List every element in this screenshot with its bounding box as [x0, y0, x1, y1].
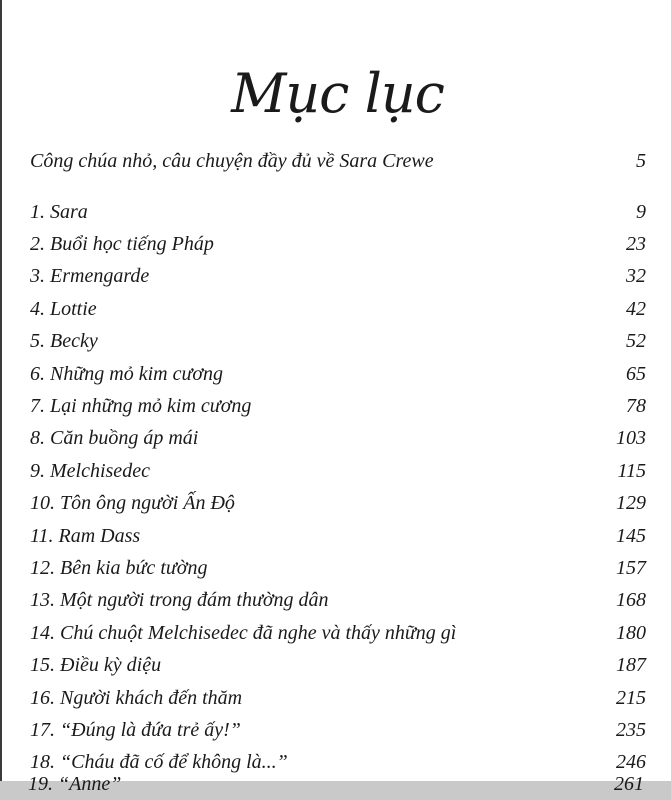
toc-entry-label: 13. Một người trong đám thường dân — [30, 589, 329, 612]
toc-entry[interactable] — [30, 520, 646, 552]
toc-entry-page: 52 — [626, 330, 646, 353]
toc-entry-page: 78 — [626, 395, 646, 418]
toc-entry-page: 32 — [626, 265, 646, 288]
toc-entry-page: 42 — [626, 297, 646, 320]
page-title: Mục lục — [231, 62, 444, 126]
toc-entry-page: 145 — [616, 524, 646, 547]
toc-entry[interactable] — [30, 358, 646, 390]
toc-entry-label: 16. Người khách đến thăm — [30, 686, 243, 709]
toc-entry[interactable] — [30, 455, 646, 487]
toc-entry-label: 10. Tôn ông người Ấn Độ — [30, 492, 235, 515]
toc-intro-entry[interactable] — [30, 145, 646, 177]
toc-entry-label: 3. Ermengarde — [30, 265, 150, 288]
toc-entry[interactable] — [30, 390, 646, 422]
toc-entry-page: 180 — [616, 621, 646, 644]
toc-entry-label: 6. Những mỏ kim cương — [30, 362, 224, 385]
toc-entry[interactable] — [30, 293, 646, 325]
toc-entry-partial[interactable] — [28, 773, 644, 796]
toc-entry-page: 215 — [616, 686, 646, 709]
toc-entry-label: 19. “Anne” — [28, 773, 122, 795]
toc-entry-page: 9 — [636, 200, 646, 223]
toc-entry-label: 11. Ram Dass — [30, 524, 141, 547]
toc-entry[interactable] — [30, 649, 646, 681]
toc-entry[interactable] — [30, 488, 646, 520]
toc-entry-page: 261 — [614, 773, 644, 795]
toc-entry-page: 23 — [626, 233, 646, 256]
toc-entry-page: 168 — [616, 589, 646, 612]
toc-entry-label: 14. Chú chuột Melchisedec đã nghe và thấy những gì — [30, 621, 457, 644]
toc-entry-label: 4. Lottie — [30, 297, 97, 320]
toc-entry-label: 9. Melchisedec — [30, 459, 150, 482]
toc-entry[interactable] — [30, 617, 646, 649]
toc-entry-label: 17. “Đúng là đứa trẻ ấy!” — [30, 718, 241, 741]
toc-entry[interactable] — [30, 552, 646, 584]
toc-entry-page: 157 — [616, 556, 646, 579]
toc-entry-page: 5 — [636, 149, 646, 172]
bottom-cutoff-band — [0, 773, 671, 800]
toc-entry-page: 246 — [616, 751, 646, 774]
toc-entry-page: 115 — [617, 459, 646, 482]
toc-entry[interactable] — [30, 228, 646, 260]
toc-entry-page: 187 — [616, 654, 646, 677]
toc-entry[interactable] — [30, 714, 646, 746]
toc-entry-label: Công chúa nhỏ, câu chuyện đầy đủ về Sara Crewe — [30, 149, 434, 172]
table-of-contents — [30, 196, 646, 779]
toc-entry-page: 103 — [616, 427, 646, 450]
toc-entry-label: 12. Bên kia bức tường — [30, 556, 208, 579]
toc-entry[interactable] — [30, 423, 646, 455]
toc-entry[interactable] — [30, 196, 646, 228]
toc-entry-label: 18. “Cháu đã cố để không là...” — [30, 751, 288, 774]
toc-entry-label: 2. Buổi học tiếng Pháp — [30, 233, 214, 256]
toc-entry[interactable] — [30, 585, 646, 617]
toc-entry-label: 5. Becky — [30, 330, 98, 353]
toc-entry[interactable] — [30, 326, 646, 358]
toc-entry-page: 235 — [616, 718, 646, 741]
toc-entry-page: 129 — [616, 492, 646, 515]
toc-entry-label: 8. Căn buồng áp mái — [30, 427, 199, 450]
toc-entry[interactable] — [30, 682, 646, 714]
toc-entry-page: 65 — [626, 362, 646, 385]
toc-entry-label: 15. Điều kỳ diệu — [30, 654, 162, 677]
toc-entry-label: 1. Sara — [30, 200, 88, 223]
toc-entry-label: 7. Lại những mỏ kim cương — [30, 395, 252, 418]
toc-entry[interactable] — [30, 261, 646, 293]
